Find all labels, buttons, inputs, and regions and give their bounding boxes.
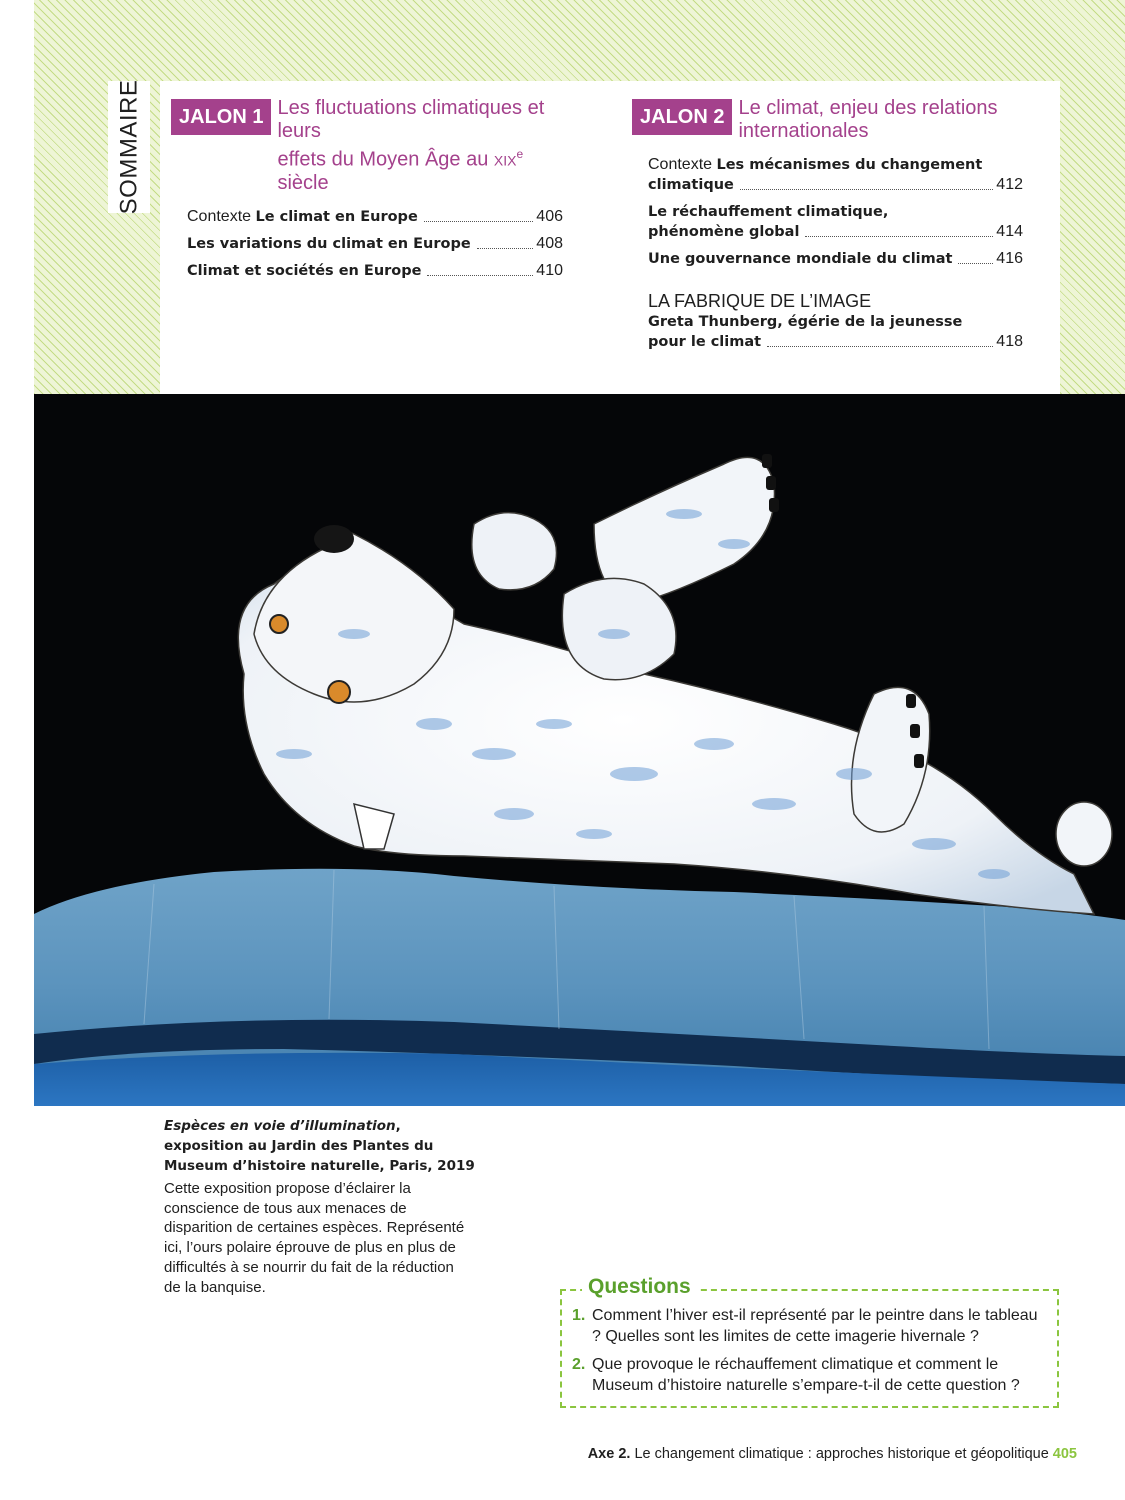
caption-body: Cette exposition propose d’éclairer la conscience de tous aux menaces de disparition de certaines espèces. Représenté ici, l’ours polaire éprouve de plus en plus de difficultés à se nourrir du fait de la réduction de la banquise.: [164, 1180, 465, 1296]
jalon-1-section: [171, 97, 571, 288]
toc-page-number: 412: [996, 176, 1023, 193]
question-text: Que provoque le réchauffement climatique et comment le Museum d’histoire naturelle s’empare-t-il de cette question ?: [592, 1356, 1020, 1394]
page-footer: [588, 1446, 1077, 1462]
polar-bear-lantern-photo: [34, 394, 1125, 1106]
questions-title: Questions: [582, 1275, 697, 1299]
toc-entry[interactable]: Greta Thunberg, égérie de la jeunesse pour le climat 418: [648, 314, 1023, 350]
photo-caption: [164, 1116, 484, 1297]
footer-text: Le changement climatique : approches historique et géopolitique: [630, 1446, 1049, 1462]
jalon-2-title: Le climat, enjeu des relations internationales: [738, 97, 998, 142]
jalon-1-title: Les fluctuations climatiques et leurs effets du Moyen Âge au xix$^e$ siècle: [277, 97, 545, 194]
question-text: Comment l’hiver est-il représenté par le peintre dans le tableau ? Quelles sont les limites de cette imagerie hivernale ?: [592, 1307, 1038, 1345]
questions-list: [572, 1305, 1045, 1403]
toc-entry[interactable]: Le réchauffement climatique, phénomène global 414: [648, 204, 1023, 240]
jalon-2-section: [632, 97, 1027, 359]
footer-axe: Axe 2.: [587, 1446, 631, 1462]
jalon-1-toc: [187, 207, 563, 281]
caption-title: Espèces en voie d’illumination, exposition au Jardin des Plantes du Museum d’histoire naturelle, Paris, 2019: [164, 1118, 475, 1174]
jalon-2-badge: JALON 2: [632, 99, 732, 135]
question-number: 1.: [572, 1307, 586, 1324]
toc-page-number: 414: [996, 223, 1023, 240]
toc-page-number: 410: [536, 261, 563, 279]
question-item: [572, 1305, 1045, 1347]
toc-entry[interactable]: Contexte Le climat en Europe 406: [187, 207, 563, 225]
page-number: 405: [1052, 1446, 1077, 1462]
question-item: [572, 1354, 1045, 1396]
sommaire-tab: [108, 81, 150, 213]
toc-entry[interactable]: Les variations du climat en Europe 408: [187, 234, 563, 252]
jalon-1-badge: JALON 1: [171, 99, 271, 135]
toc-page-number: 408: [536, 234, 563, 252]
toc-page-number: 418: [996, 333, 1023, 350]
toc-page-number: 416: [996, 250, 1023, 267]
fabrique-heading: LA FABRIQUE DE L’IMAGE: [648, 291, 872, 311]
sommaire-label: SOMMAIRE: [115, 79, 142, 215]
toc-page-number: 406: [536, 207, 563, 225]
toc-entry[interactable]: Climat et sociétés en Europe 410: [187, 261, 563, 279]
questions-box: [560, 1275, 1059, 1408]
jalon-2-toc: [648, 155, 1023, 352]
question-number: 2.: [572, 1356, 586, 1373]
toc-entry[interactable]: Contexte Les mécanismes du changement climatique 412: [648, 156, 1023, 193]
toc-entry[interactable]: Une gouvernance mondiale du climat 416: [648, 250, 1023, 267]
